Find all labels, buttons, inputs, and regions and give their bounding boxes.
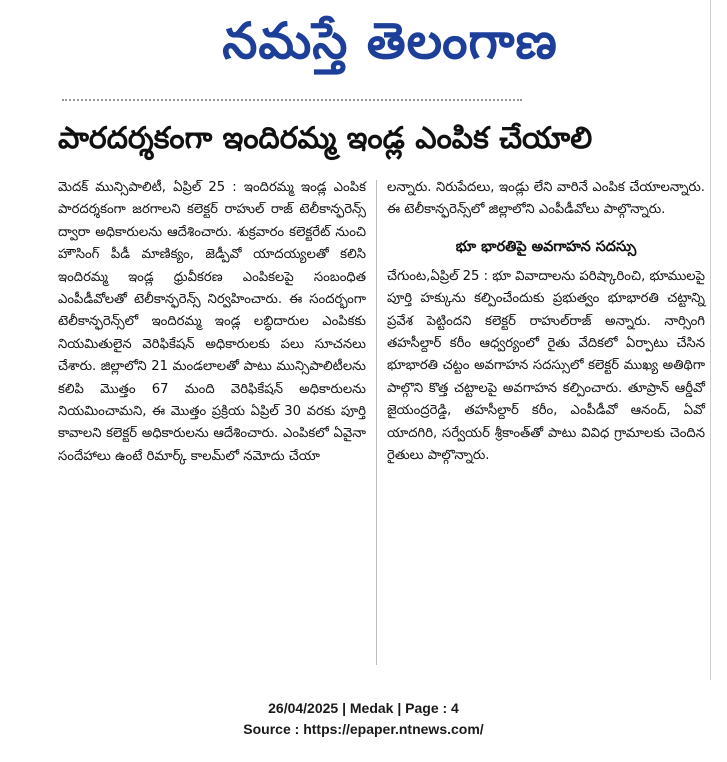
footer-dateline: 26/04/2025 | Medak | Page : 4 [268,700,459,716]
newspaper-masthead-logo: నమస్తే తెలంగాణ [222,12,558,70]
article-subheadline: భూ భారతిపై అవగాహన సదస్సు [455,238,637,255]
newspaper-clipping [50,0,711,680]
column-divider [376,180,377,665]
article-body-left: మెదక్ మున్సిపాలిటీ, ఏప్రిల్ 25 : ఇందిరమ్మ ఇండ్ల ఎంపిక పారదర్శకంగా జరగాలని కలెక్టర్ రాహుల్ రాజ్ టెలీకాన్ఫరెన్స్ ద్వారా అధికారులను ఆదేశించారు. శుక్రవారం కలెక్టరేట్ నుంచి హౌసింగ్ పీడీ మాణిక్యం, జెడ్పీవో యాదయ్యలతో కలిసి ఇందిరమ్మ ఇండ్ల ధ్రువీకరణ ఎంపికలపై సంబంధిత ఎంపీడీవోలతో టెలీకాన్ఫరెన్స్ నిర్వహించారు. ఈ సందర్భంగా టెలీకాన్ఫరెన్స్‌లో ఇందిరమ్మ ఇండ్ల లబ్ధిదారుల ఎంపికకు నియమితులైన వెరిఫికేషన్ అధికారులకు పలు సూచనలు చేశారు. జిల్లాలోని 21 మండలాలతో పాటు మున్సిపాలిటీలను కలిపి మొత్తం 67 మంది వెరిఫికేషన్ అధికారులను నియమించామని, ఈ మొత్తం ప్రక్రియ ఏప్రిల్ 30 వరకు పూర్తి కావాలని కలెక్టర్ అధికారులను ఆదేశించారు. ఎంపికలో ఏవైనా సందేహాలు ఉంటే రిమార్క్ కాలమ్‌లో నమోదు చేయా [58,180,366,464]
article-column-left [58,177,366,667]
article-body-right-top: లన్నారు. నిరుపేదలు, ఇండ్లు లేని వారినే ఎంపిక చేయాలన్నారు. ఈ టెలీకాన్ఫరెన్స్‌లో జిల్లాలోని ఎంపీడీవోలు పాల్గొన్నారు. [387,180,705,218]
clipping-cut-line [62,99,522,107]
article-column-right [387,177,705,667]
footer-source-link[interactable]: Source : https://epaper.ntnews.com/ [243,721,484,737]
article-body-right-bottom: చేగుంట,ఏప్రిల్ 25 : భూ వివాదాలను పరిష్కారించి, భూములపై పూర్తి హక్కును కల్పించేందుకు ప్రభుత్వం భూభారతి చట్టాన్ని ప్రవేశ పెట్టిందని కలెక్టర్ రాహుల్‌రాజ్ అన్నారు. నార్సింగి తహసీల్దార్ కరీం ఆధ్వర్యంలో రైతు వేదికలో ఏర్పాటు చేసిన భూభారతి చట్టం అవగాహన సదస్సులో కలెక్టర్ ముఖ్య అతిథిగా పాల్గొని కొత్త చట్టాలపై అవగాహన కల్పించారు. తూప్రాన్ ఆర్డీవో జైయంద్రరెడ్డి, తహసీల్దార్ కరీం, ఎంపీడీవో ఆనంద్, ఏవో యాదగిరి, సర్వేయర్ శ్రీకాంత్‌తో పాటు వివిధ గ్రామాలకు చెందిన రైతులు పాల్గొన్నారు. [387,268,705,464]
clipping-footer [0,698,727,740]
article-headline: పారదర్శకంగా ఇందిరమ్మ ఇండ్ల ఎంపిక చేయాలి [58,121,593,156]
